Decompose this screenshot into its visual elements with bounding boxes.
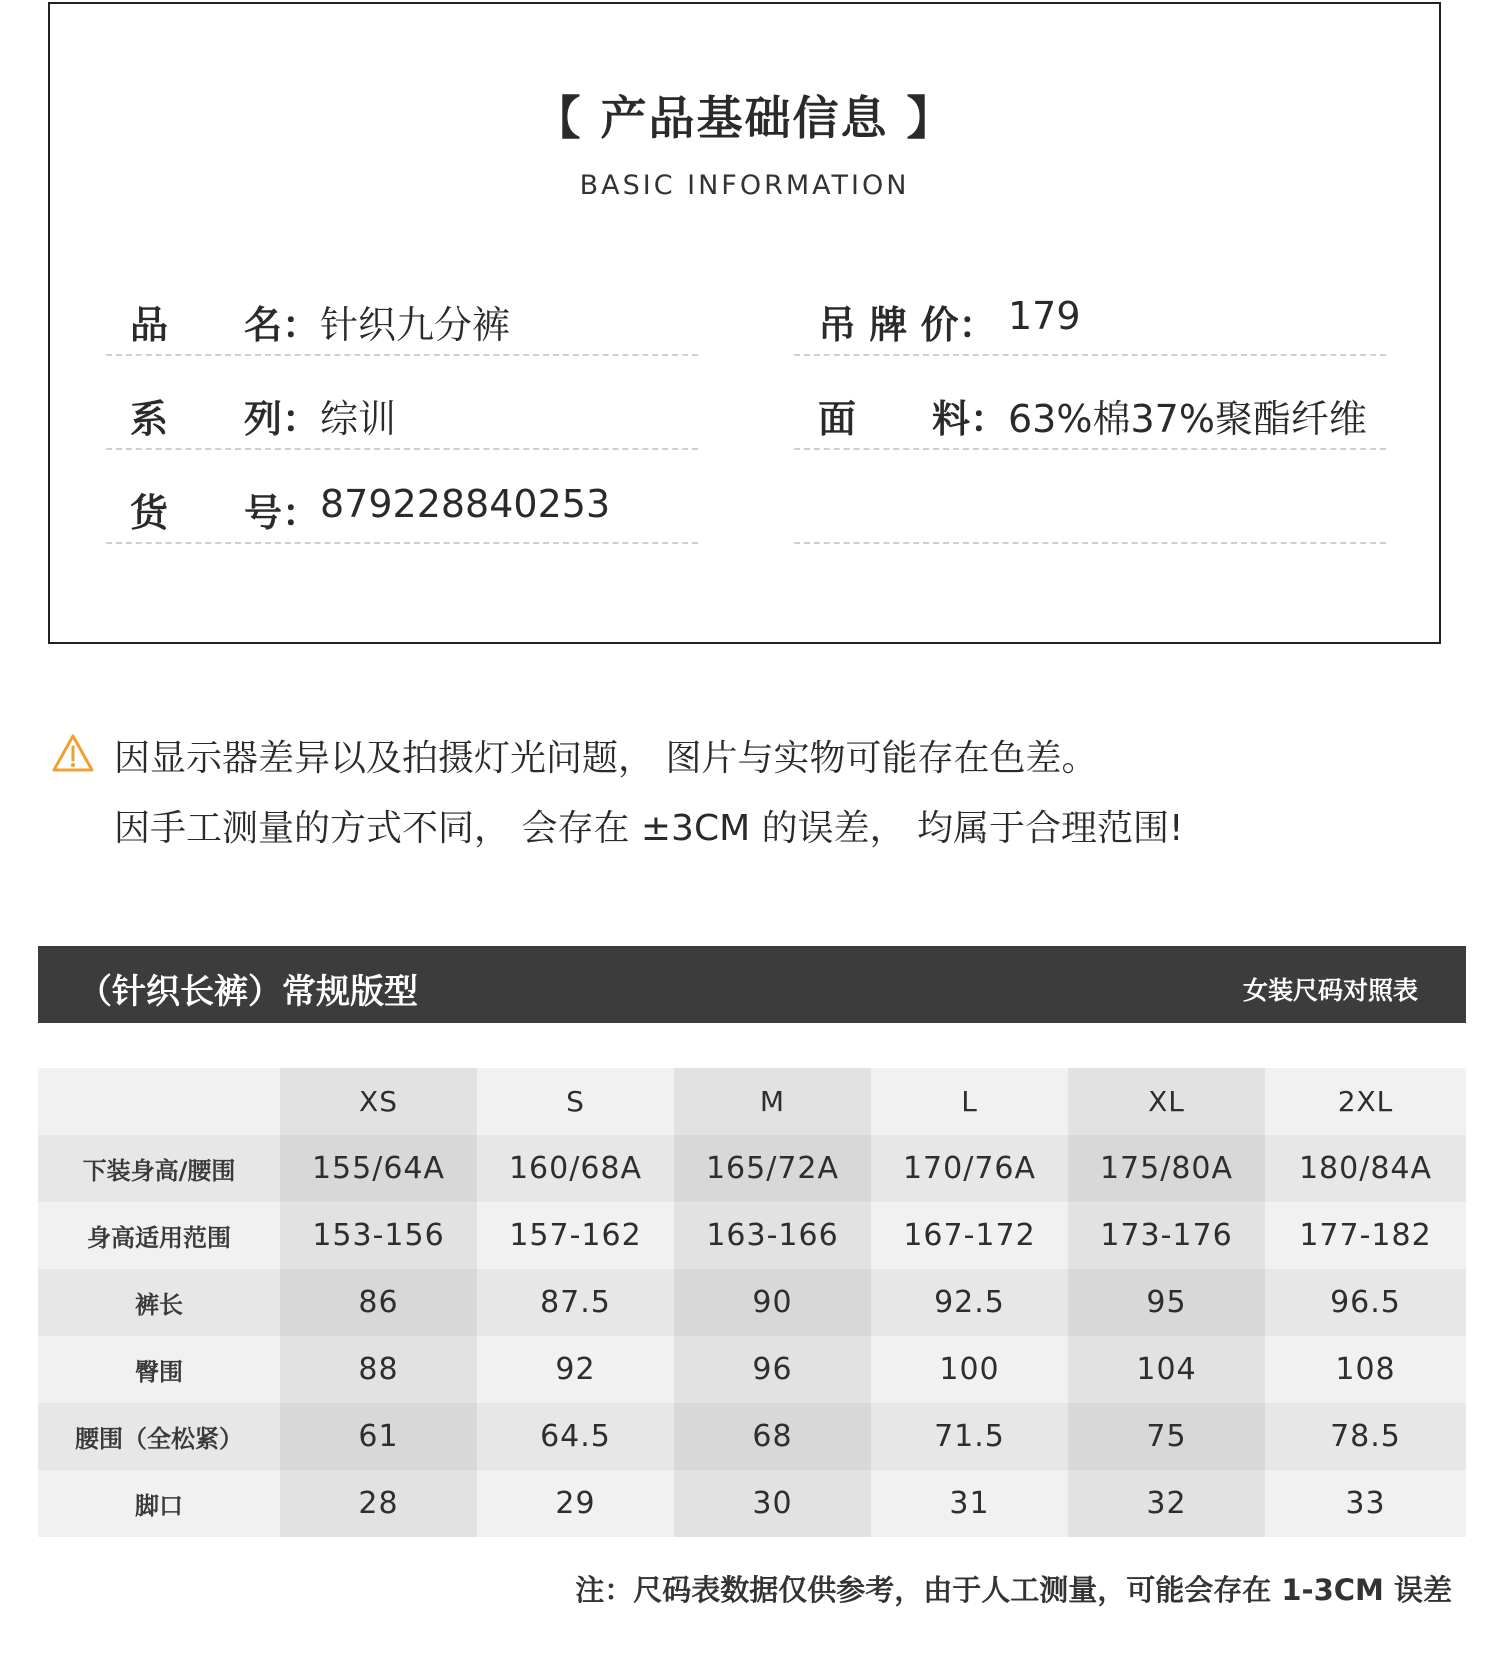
corner-cell [38, 1068, 280, 1135]
table-cell: 160/68A [477, 1135, 674, 1202]
table-cell: 155/64A [280, 1135, 477, 1202]
info-label: 品 名： [130, 303, 321, 347]
size-l: L [871, 1068, 1068, 1135]
table-cell: 108 [1265, 1336, 1466, 1403]
table-cell: 175/80A [1068, 1135, 1265, 1202]
info-value: 综训 [320, 397, 397, 441]
table-cell: 31 [871, 1470, 1068, 1537]
table-cell: 78.5 [1265, 1403, 1466, 1470]
info-row-sku [106, 482, 698, 544]
info-label: 面 料： [818, 397, 1009, 441]
table-cell: 96 [674, 1336, 871, 1403]
table-cell: 153-156 [280, 1202, 477, 1269]
table-row [38, 1135, 1466, 1202]
info-row-empty [794, 482, 1386, 544]
info-value: 针织九分裤 [320, 303, 511, 347]
size-chart-title: （针织长裤）常规版型 [78, 972, 418, 1012]
size-chart-header [38, 946, 1466, 1023]
table-cell: 157-162 [477, 1202, 674, 1269]
table-cell: 90 [674, 1269, 871, 1336]
row-label: 脚口 [38, 1470, 280, 1537]
table-row [38, 1202, 1466, 1269]
size-xs: XS [280, 1068, 477, 1135]
table-cell: 100 [871, 1336, 1068, 1403]
table-cell: 177-182 [1265, 1202, 1466, 1269]
row-label: 身高适用范围 [38, 1202, 280, 1269]
table-cell: 28 [280, 1470, 477, 1537]
table-cell: 170/76A [871, 1135, 1068, 1202]
table-cell: 61 [280, 1403, 477, 1470]
table-cell: 29 [477, 1470, 674, 1537]
info-row-series [106, 388, 698, 450]
notice-line-2: 因手工测量的方式不同， 会存在 ±3CM 的误差， 均属于合理范围! [114, 808, 1184, 849]
info-value: 879228840253 [320, 482, 611, 526]
size-chart-subtitle: 女装尺码对照表 [1242, 976, 1418, 1005]
size-chart-footnote: 注：尺码表数据仅供参考，由于人工测量，可能会存在 1-3CM 误差 [575, 1573, 1452, 1607]
info-title: 【 产品基础信息 】 [534, 91, 955, 145]
table-cell: 88 [280, 1336, 477, 1403]
table-row [38, 1403, 1466, 1470]
table-cell: 71.5 [871, 1403, 1068, 1470]
table-cell: 104 [1068, 1336, 1265, 1403]
size-table [38, 1068, 1466, 1537]
table-cell: 165/72A [674, 1135, 871, 1202]
table-cell: 167-172 [871, 1202, 1068, 1269]
table-cell: 96.5 [1265, 1269, 1466, 1336]
warning-icon [52, 734, 94, 772]
row-label: 下装身高/腰围 [38, 1135, 280, 1202]
table-cell: 68 [674, 1403, 871, 1470]
basic-info-panel [48, 2, 1441, 644]
size-2xl: 2XL [1265, 1068, 1466, 1135]
table-row [38, 1269, 1466, 1336]
info-value: 63%棉37%聚酯纤维 [1008, 397, 1367, 441]
table-cell: 92 [477, 1336, 674, 1403]
size-m: M [674, 1068, 871, 1135]
size-header-row [38, 1068, 1466, 1135]
row-label: 腰围（全松紧） [38, 1403, 280, 1470]
table-cell: 30 [674, 1470, 871, 1537]
info-value: 179 [1008, 294, 1081, 338]
row-label: 臀围 [38, 1336, 280, 1403]
table-cell: 87.5 [477, 1269, 674, 1336]
size-xl: XL [1068, 1068, 1265, 1135]
table-cell: 180/84A [1265, 1135, 1466, 1202]
table-cell: 95 [1068, 1269, 1265, 1336]
info-subtitle: BASIC INFORMATION [579, 170, 910, 201]
info-row-fabric [794, 388, 1386, 450]
info-row-price [794, 294, 1386, 356]
table-cell: 163-166 [674, 1202, 871, 1269]
info-label: 吊 牌 价： [818, 303, 997, 347]
table-row [38, 1470, 1466, 1537]
table-row [38, 1336, 1466, 1403]
table-cell: 33 [1265, 1470, 1466, 1537]
table-cell: 173-176 [1068, 1202, 1265, 1269]
table-cell: 92.5 [871, 1269, 1068, 1336]
table-cell: 75 [1068, 1403, 1265, 1470]
info-row-name [106, 294, 698, 356]
info-label: 系 列： [130, 397, 321, 441]
size-s: S [477, 1068, 674, 1135]
notice-line-1: 因显示器差异以及拍摄灯光问题， 图片与实物可能存在色差。 [114, 738, 1098, 779]
table-cell: 32 [1068, 1470, 1265, 1537]
info-label: 货 号： [130, 491, 321, 535]
table-cell: 64.5 [477, 1403, 674, 1470]
table-cell: 86 [280, 1269, 477, 1336]
row-label: 裤长 [38, 1269, 280, 1336]
